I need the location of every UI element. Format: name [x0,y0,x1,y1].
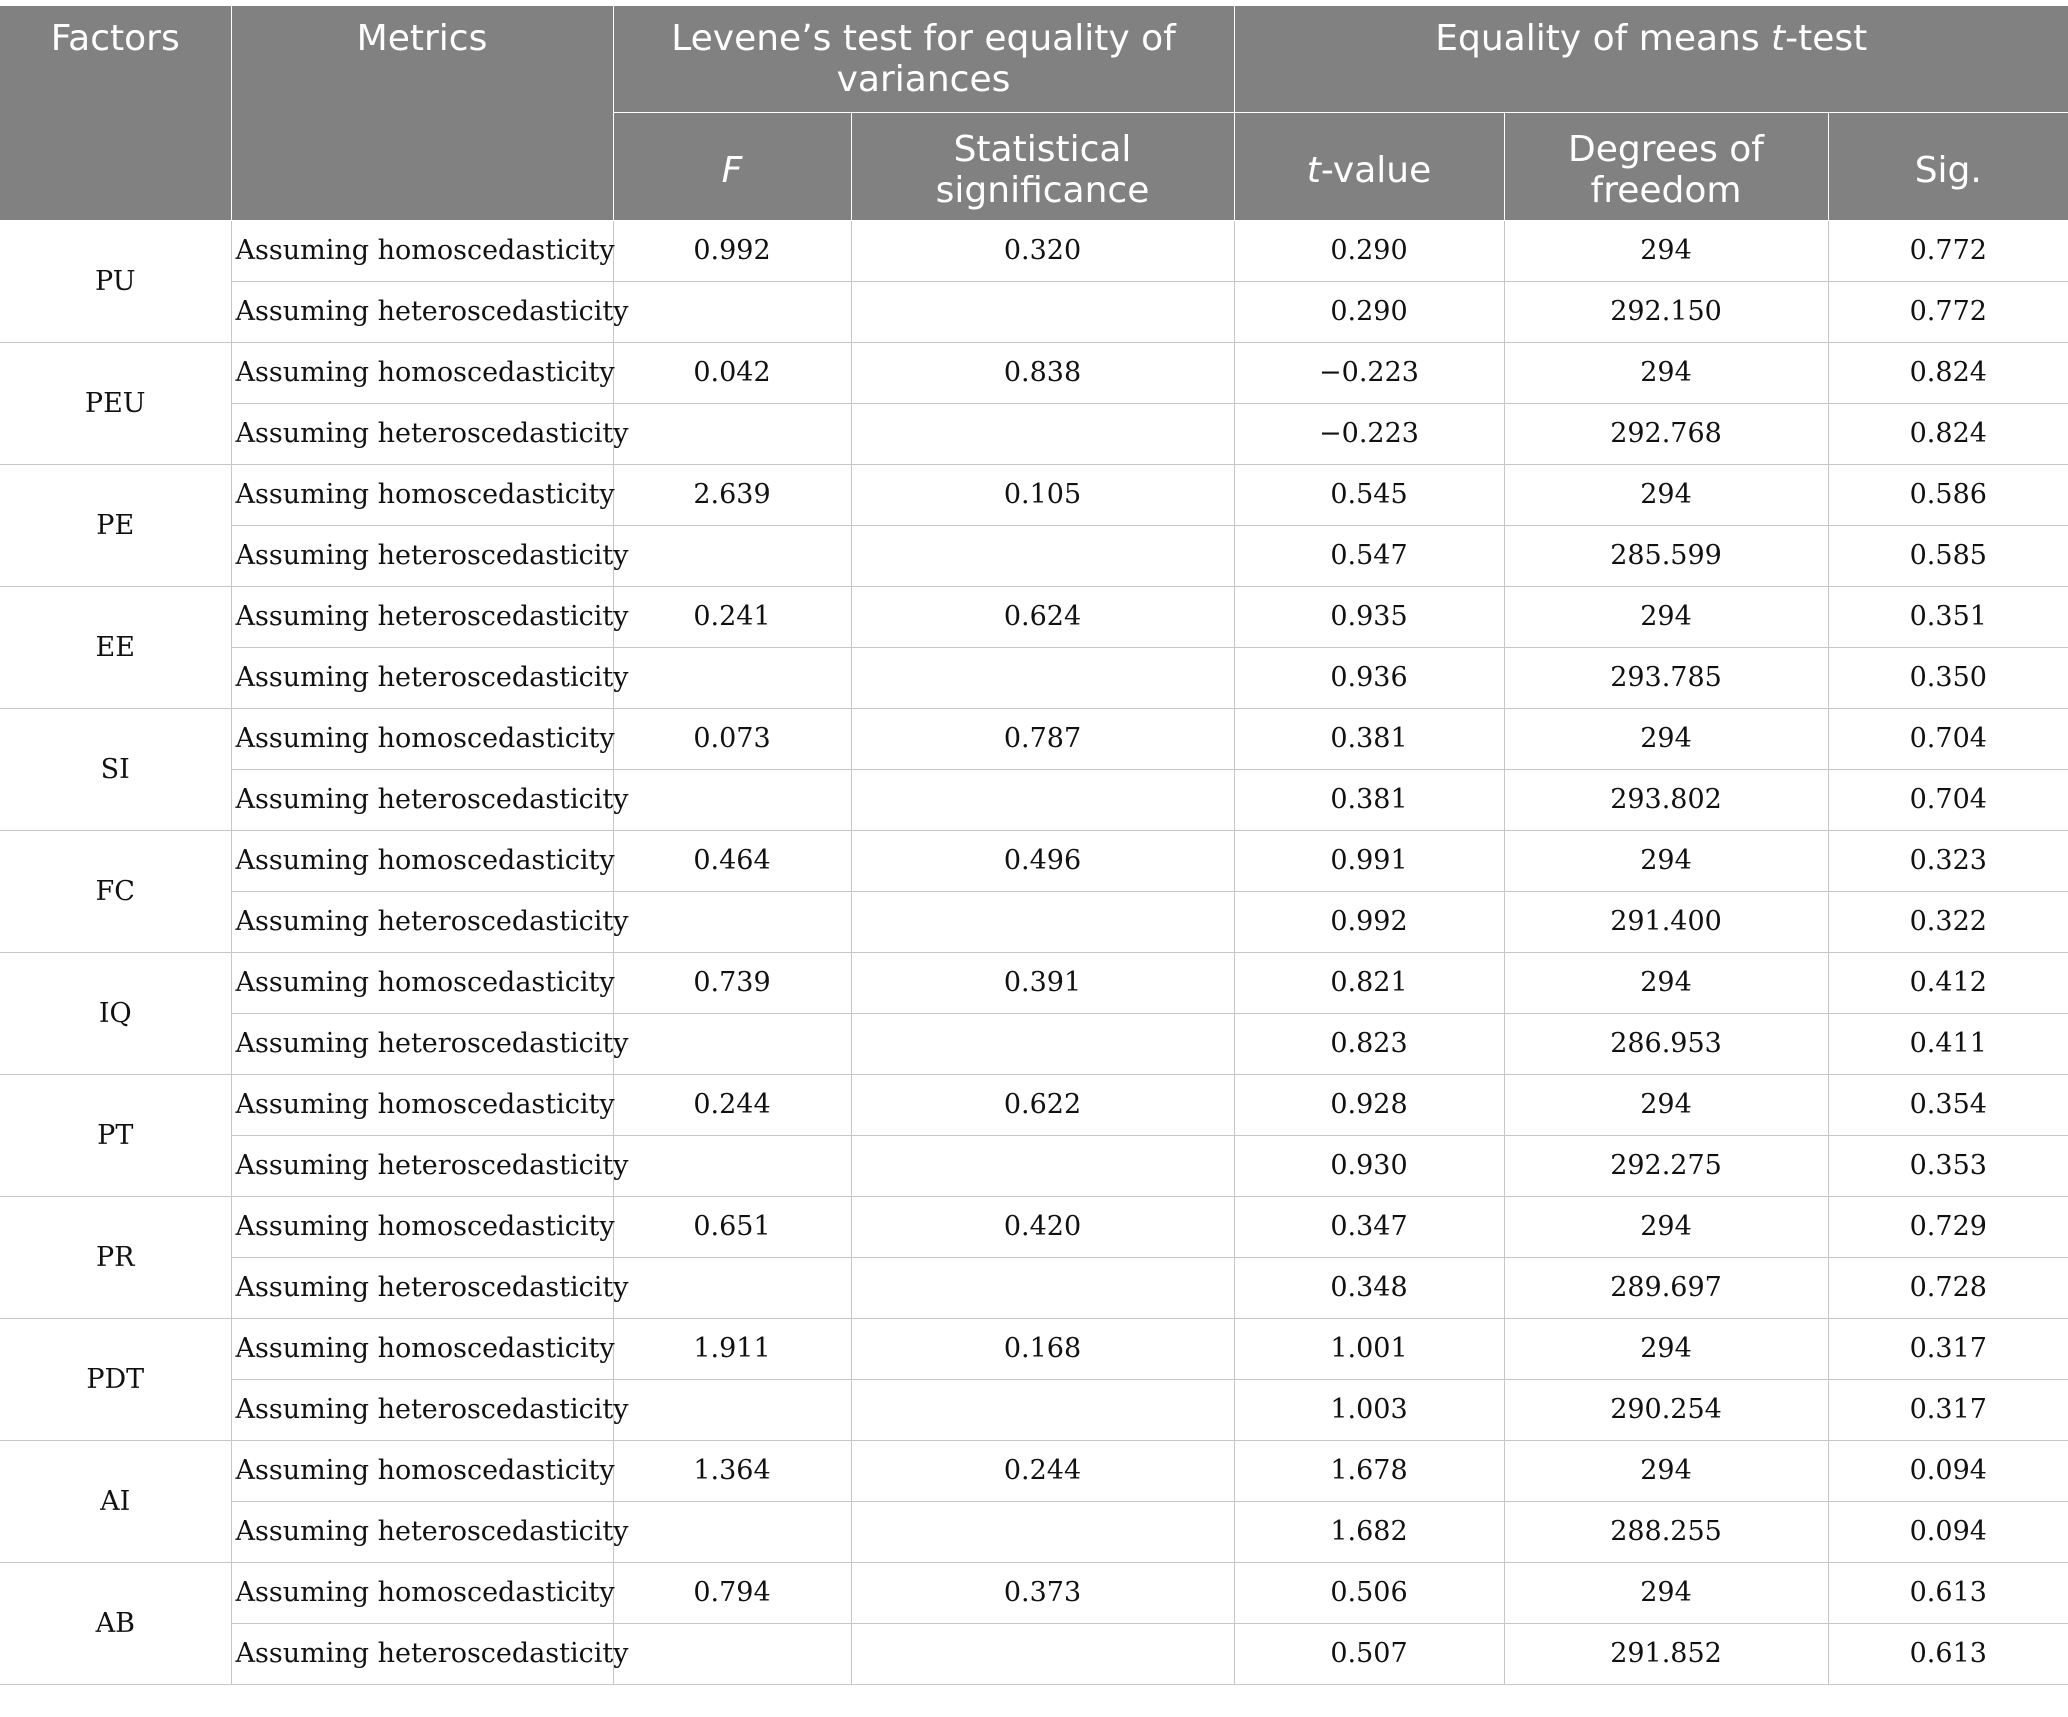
sig-cell: 0.704 [1828,708,2068,769]
metric-cell: Assuming heteroscedasticity [231,1379,613,1440]
table-row [0,403,2068,464]
metric-cell: Assuming heteroscedasticity [231,586,613,647]
metric-cell: Assuming homoscedasticity [231,220,613,281]
t-value-cell: 1.001 [1234,1318,1504,1379]
stat-sig-cell: 0.838 [851,342,1234,403]
header-f-label: F [721,149,743,191]
sig-cell: 0.704 [1828,769,2068,830]
stat-sig-cell: 0.168 [851,1318,1234,1379]
sig-cell: 0.411 [1828,1013,2068,1074]
df-cell: 291.852 [1504,1623,1828,1684]
metric-cell: Assuming heteroscedasticity [231,1623,613,1684]
t-value-cell: 0.547 [1234,525,1504,586]
df-cell: 294 [1504,464,1828,525]
f-cell [613,1379,851,1440]
f-cell: 0.794 [613,1562,851,1623]
table-body [0,220,2068,1684]
header-ttest-group [1234,6,2068,112]
header-stat-sig: Statistical significance [851,112,1234,220]
sig-cell: 0.094 [1828,1501,2068,1562]
metric-cell: Assuming homoscedasticity [231,1562,613,1623]
t-value-cell: 0.545 [1234,464,1504,525]
metric-cell: Assuming heteroscedasticity [231,1257,613,1318]
metric-cell: Assuming homoscedasticity [231,830,613,891]
header-ttest-suffix: -test [1785,18,1868,59]
table-row [0,281,2068,342]
stat-sig-cell [851,525,1234,586]
sig-cell: 0.824 [1828,403,2068,464]
sig-cell: 0.412 [1828,952,2068,1013]
f-cell [613,891,851,952]
metric-cell: Assuming heteroscedasticity [231,647,613,708]
metric-cell: Assuming homoscedasticity [231,708,613,769]
t-value-cell: 0.935 [1234,586,1504,647]
t-value-cell: 0.936 [1234,647,1504,708]
sig-cell: 0.585 [1828,525,2068,586]
f-cell: 0.992 [613,220,851,281]
df-cell: 290.254 [1504,1379,1828,1440]
stat-sig-cell: 0.787 [851,708,1234,769]
df-cell: 291.400 [1504,891,1828,952]
f-cell [613,281,851,342]
f-cell: 1.911 [613,1318,851,1379]
stat-sig-cell [851,1623,1234,1684]
stat-sig-cell [851,1501,1234,1562]
t-value-cell: −0.223 [1234,403,1504,464]
df-cell: 288.255 [1504,1501,1828,1562]
metric-cell: Assuming heteroscedasticity [231,1013,613,1074]
factor-cell: IQ [0,952,231,1074]
f-cell: 0.739 [613,952,851,1013]
factor-cell: AB [0,1562,231,1684]
df-cell: 294 [1504,342,1828,403]
f-cell [613,525,851,586]
sig-cell: 0.824 [1828,342,2068,403]
df-cell: 285.599 [1504,525,1828,586]
f-cell: 0.464 [613,830,851,891]
t-value-cell: 0.506 [1234,1562,1504,1623]
metric-cell: Assuming heteroscedasticity [231,1501,613,1562]
f-cell: 0.073 [613,708,851,769]
table-row [0,1135,2068,1196]
stat-sig-cell [851,1379,1234,1440]
f-cell: 0.042 [613,342,851,403]
sig-cell: 0.094 [1828,1440,2068,1501]
table-row [0,891,2068,952]
f-cell: 0.244 [613,1074,851,1135]
df-cell: 294 [1504,1196,1828,1257]
metric-cell: Assuming heteroscedasticity [231,769,613,830]
factor-cell: PT [0,1074,231,1196]
f-cell [613,1623,851,1684]
table-row [0,769,2068,830]
stat-sig-cell: 0.320 [851,220,1234,281]
sig-cell: 0.323 [1828,830,2068,891]
header-t-value [1234,112,1504,220]
t-value-cell: 0.928 [1234,1074,1504,1135]
sig-cell: 0.353 [1828,1135,2068,1196]
stat-sig-cell: 0.373 [851,1562,1234,1623]
table-row [0,830,2068,891]
table-row [0,1196,2068,1257]
metric-cell: Assuming heteroscedasticity [231,1135,613,1196]
df-cell: 294 [1504,1440,1828,1501]
table-row [0,220,2068,281]
df-cell: 294 [1504,586,1828,647]
table-row [0,647,2068,708]
df-cell: 294 [1504,1318,1828,1379]
sig-cell: 0.613 [1828,1623,2068,1684]
metric-cell: Assuming homoscedasticity [231,1440,613,1501]
header-df: Degrees of freedom [1504,112,1828,220]
metric-cell: Assuming heteroscedasticity [231,403,613,464]
stat-sig-cell [851,1135,1234,1196]
header-levene-group: Levene’s test for equality of variances [613,6,1234,112]
metric-cell: Assuming homoscedasticity [231,1318,613,1379]
stat-sig-cell: 0.622 [851,1074,1234,1135]
stat-sig-cell [851,1257,1234,1318]
f-cell: 0.241 [613,586,851,647]
df-cell: 292.768 [1504,403,1828,464]
df-cell: 294 [1504,220,1828,281]
stat-sig-cell: 0.420 [851,1196,1234,1257]
f-cell [613,1257,851,1318]
table-row [0,1440,2068,1501]
sig-cell: 0.729 [1828,1196,2068,1257]
df-cell: 294 [1504,952,1828,1013]
t-value-cell: 0.348 [1234,1257,1504,1318]
table-row [0,464,2068,525]
t-value-cell: 0.290 [1234,220,1504,281]
f-cell [613,1501,851,1562]
df-cell: 294 [1504,1562,1828,1623]
f-cell: 0.651 [613,1196,851,1257]
df-cell: 286.953 [1504,1013,1828,1074]
header-ttest-t: t [1771,18,1786,59]
t-value-cell: 1.678 [1234,1440,1504,1501]
factor-cell: SI [0,708,231,830]
df-cell: 294 [1504,830,1828,891]
stat-sig-cell [851,769,1234,830]
table-header [0,6,2068,220]
t-value-cell: 0.381 [1234,708,1504,769]
t-value-cell: 0.930 [1234,1135,1504,1196]
f-cell [613,403,851,464]
stat-sig-cell: 0.624 [851,586,1234,647]
factor-cell: PR [0,1196,231,1318]
df-cell: 293.785 [1504,647,1828,708]
df-cell: 294 [1504,708,1828,769]
table-row [0,1562,2068,1623]
metric-cell: Assuming heteroscedasticity [231,525,613,586]
factor-cell: PDT [0,1318,231,1440]
factor-cell: EE [0,586,231,708]
factor-cell: FC [0,830,231,952]
t-value-cell: 0.290 [1234,281,1504,342]
t-value-cell: 0.992 [1234,891,1504,952]
stat-sig-cell [851,891,1234,952]
sig-cell: 0.728 [1828,1257,2068,1318]
metric-cell: Assuming heteroscedasticity [231,281,613,342]
sig-cell: 0.772 [1828,281,2068,342]
sig-cell: 0.350 [1828,647,2068,708]
factor-cell: PEU [0,342,231,464]
header-t-value-t: t [1306,149,1321,191]
stat-sig-cell [851,281,1234,342]
df-cell: 292.275 [1504,1135,1828,1196]
header-f [613,112,851,220]
table-row [0,1501,2068,1562]
t-value-cell: 0.821 [1234,952,1504,1013]
factor-cell: AI [0,1440,231,1562]
metric-cell: Assuming homoscedasticity [231,464,613,525]
stat-sig-cell: 0.391 [851,952,1234,1013]
df-cell: 293.802 [1504,769,1828,830]
sig-cell: 0.613 [1828,1562,2068,1623]
table-row [0,1623,2068,1684]
metric-cell: Assuming heteroscedasticity [231,891,613,952]
sig-cell: 0.772 [1828,220,2068,281]
t-value-cell: 0.381 [1234,769,1504,830]
factor-cell: PU [0,220,231,342]
stat-sig-cell [851,403,1234,464]
sig-cell: 0.586 [1828,464,2068,525]
stat-sig-cell: 0.105 [851,464,1234,525]
t-value-cell: 0.823 [1234,1013,1504,1074]
metric-cell: Assuming homoscedasticity [231,342,613,403]
table-row [0,1257,2068,1318]
f-cell [613,1013,851,1074]
table-row [0,952,2068,1013]
t-value-cell: 1.682 [1234,1501,1504,1562]
header-sig: Sig. [1828,112,2068,220]
stat-sig-cell [851,647,1234,708]
header-metrics: Metrics [231,6,613,220]
sig-cell: 0.354 [1828,1074,2068,1135]
sig-cell: 0.351 [1828,586,2068,647]
table-row [0,1318,2068,1379]
metric-cell: Assuming homoscedasticity [231,1196,613,1257]
df-cell: 292.150 [1504,281,1828,342]
t-value-cell: 0.991 [1234,830,1504,891]
f-cell: 2.639 [613,464,851,525]
levene-ttest-table [0,6,2068,1685]
metric-cell: Assuming homoscedasticity [231,1074,613,1135]
t-value-cell: −0.223 [1234,342,1504,403]
table-row [0,1379,2068,1440]
header-t-value-suffix: -value [1320,149,1432,191]
f-cell [613,769,851,830]
table-row [0,525,2068,586]
factor-cell: PE [0,464,231,586]
f-cell [613,1135,851,1196]
header-ttest-prefix: Equality of means [1435,18,1772,59]
t-value-cell: 1.003 [1234,1379,1504,1440]
f-cell: 1.364 [613,1440,851,1501]
df-cell: 294 [1504,1074,1828,1135]
table-row [0,1074,2068,1135]
table-row [0,708,2068,769]
table-row [0,586,2068,647]
stat-sig-cell [851,1013,1234,1074]
sig-cell: 0.317 [1828,1318,2068,1379]
sig-cell: 0.322 [1828,891,2068,952]
stat-sig-cell: 0.496 [851,830,1234,891]
table-row [0,1013,2068,1074]
df-cell: 289.697 [1504,1257,1828,1318]
header-factors: Factors [0,6,231,220]
table-row [0,342,2068,403]
sig-cell: 0.317 [1828,1379,2068,1440]
t-value-cell: 0.347 [1234,1196,1504,1257]
f-cell [613,647,851,708]
stat-sig-cell: 0.244 [851,1440,1234,1501]
t-value-cell: 0.507 [1234,1623,1504,1684]
metric-cell: Assuming homoscedasticity [231,952,613,1013]
